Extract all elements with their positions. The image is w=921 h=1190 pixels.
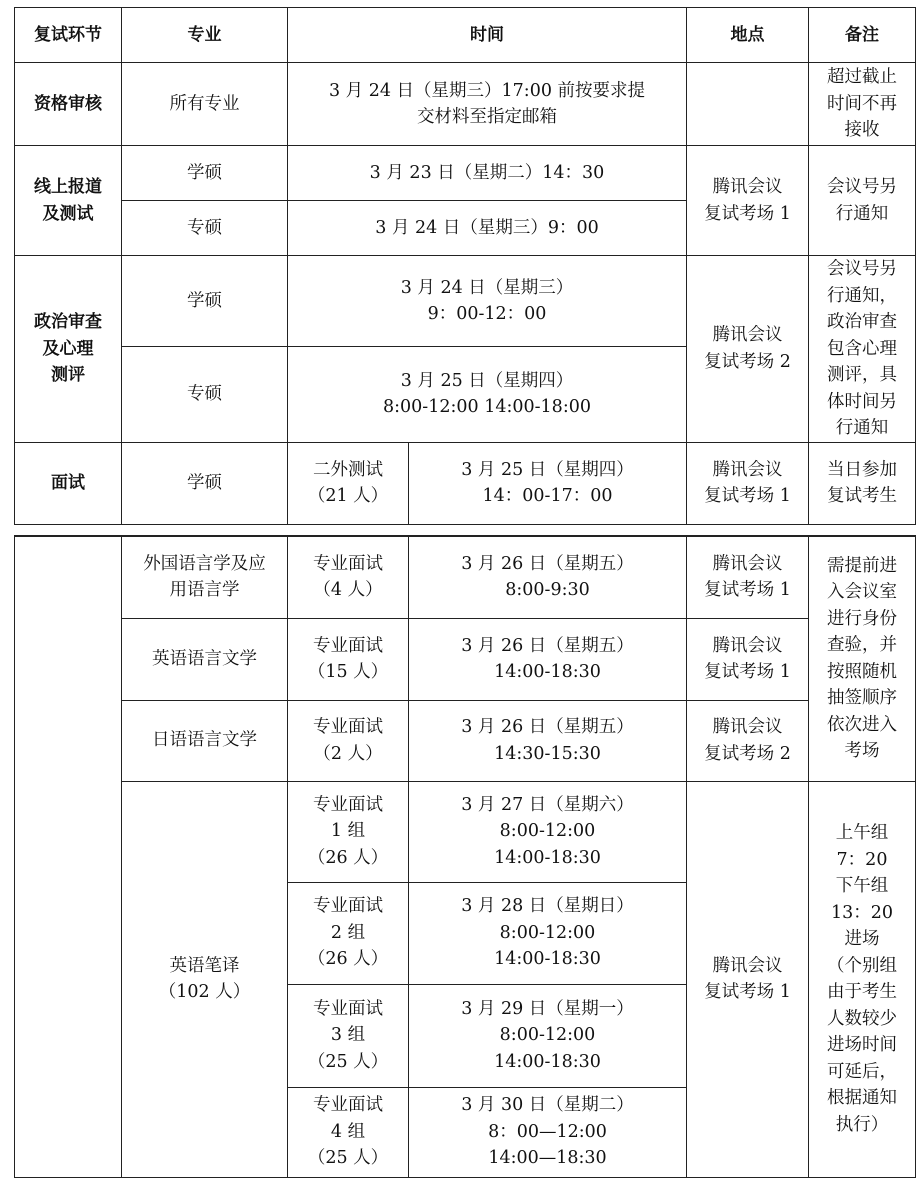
stage-cell: 政治审查 及心理 测评 [15,256,122,443]
test-cell: 专业面试 4 组 （25 人） [288,1087,409,1177]
table-row [15,700,916,781]
note-cell: 会议号另 行通知 [809,146,916,256]
major-cell: 学硕 [122,442,288,524]
note-cell: 超过截止 时间不再 接收 [809,63,916,146]
location-cell [687,63,809,146]
test-cell: 二外测试 （21 人） [288,442,409,524]
time-cell: 3 月 25 日（星期四） 14：00-17：00 [409,442,687,524]
major-cell: 专硕 [122,201,288,256]
major-cell: 学硕 [122,256,288,347]
stage-cell: 面试 [15,442,122,524]
location-cell: 腾讯会议 复试考场 2 [687,256,809,443]
time-cell: 3 月 24 日（星期三） 9：00-12：00 [288,256,687,347]
test-cell: 专业面试 3 组 （25 人） [288,984,409,1087]
schedule-table-bottom [14,535,916,1178]
major-cell: 日语语言文学 [122,700,288,781]
test-cell: 专业面试 1 组 （26 人） [288,781,409,882]
major-cell: 所有专业 [122,63,288,146]
test-cell: 专业面试 （2 人） [288,700,409,781]
major-cell: 专硕 [122,347,288,442]
header-stage: 复试环节 [15,8,122,63]
header-row [15,8,916,63]
note-cell: 当日参加 复试考生 [809,442,916,524]
location-cell: 腾讯会议 复试考场 1 [687,781,809,1177]
location-cell: 腾讯会议 复试考场 2 [687,700,809,781]
header-note: 备注 [809,8,916,63]
location-cell: 腾讯会议 复试考场 1 [687,618,809,700]
test-cell: 专业面试 2 组 （26 人） [288,882,409,984]
schedule-table-top [14,7,916,525]
time-cell: 3 月 27 日（星期六） 8:00-12:00 14:00-18:30 [409,781,687,882]
time-cell: 3 月 28 日（星期日） 8:00-12:00 14:00-18:30 [409,882,687,984]
table-row [15,781,916,882]
header-time: 时间 [288,8,687,63]
table-row [15,618,916,700]
table-row [15,442,916,524]
table-row [15,146,916,201]
time-cell: 3 月 24 日（星期三）9：00 [288,201,687,256]
major-cell: 英语笔译 （102 人） [122,781,288,1177]
time-cell: 3 月 29 日（星期一） 8:00-12:00 14:00-18:30 [409,984,687,1087]
location-cell: 腾讯会议 复试考场 1 [687,442,809,524]
stage-cell: 资格审核 [15,63,122,146]
note-cell: 需提前进 入会议室 进行身份 查验，并 按照随机 抽签顺序 依次进入 考场 [809,536,916,781]
time-cell: 3 月 25 日（星期四） 8:00-12:00 14:00-18:00 [288,347,687,442]
time-cell: 3 月 30 日（星期二） 8：00—12:00 14:00—18:30 [409,1087,687,1177]
major-cell: 外国语言学及应 用语言学 [122,536,288,618]
test-cell: 专业面试 （4 人） [288,536,409,618]
test-cell: 专业面试 （15 人） [288,618,409,700]
header-major: 专业 [122,8,288,63]
time-cell: 3 月 26 日（星期五） 8:00-9:30 [409,536,687,618]
table-row [15,63,916,146]
note-cell: 上午组 7：20 下午组 13：20 进场 （个别组 由于考生 人数较少 进场时间 可延后， 根据通知 执行） [809,781,916,1177]
table-row [15,256,916,347]
header-location: 地点 [687,8,809,63]
note-cell: 会议号另 行通知， 政治审查 包含心理 测评，具 体时间另 行通知 [809,256,916,443]
time-cell: 3 月 23 日（星期二）14：30 [288,146,687,201]
location-cell: 腾讯会议 复试考场 1 [687,146,809,256]
table-row [15,536,916,618]
major-cell: 英语语言文学 [122,618,288,700]
location-cell: 腾讯会议 复试考场 1 [687,536,809,618]
major-cell: 学硕 [122,146,288,201]
stage-cell [15,536,122,1177]
time-cell: 3 月 24 日（星期三）17:00 前按要求提 交材料至指定邮箱 [288,63,687,146]
time-cell: 3 月 26 日（星期五） 14:30-15:30 [409,700,687,781]
time-cell: 3 月 26 日（星期五） 14:00-18:30 [409,618,687,700]
stage-cell: 线上报道 及测试 [15,146,122,256]
